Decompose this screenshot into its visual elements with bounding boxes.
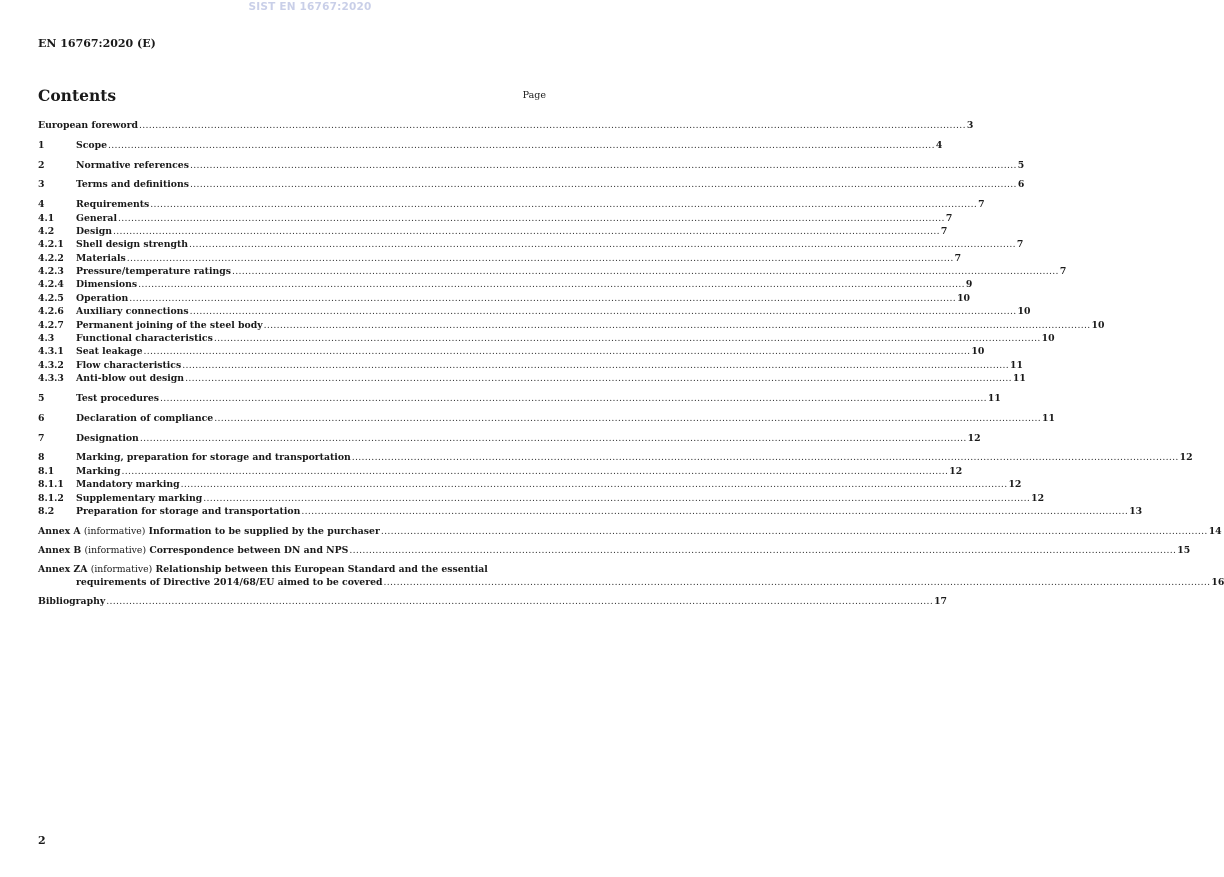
dot-leader: .............................................................................................................................................................................................................................................................. (182, 359, 1010, 371)
annex-prefix (38, 525, 380, 538)
dot-leader: .............................................................................................................................................................................................................................................................. (129, 292, 957, 304)
toc-entry-title: Marking (76, 465, 121, 477)
toc-page-number: 3 (966, 120, 974, 131)
toc-entry-title: Seat leakage (76, 346, 143, 358)
toc-page-number: 7 (1059, 266, 1067, 278)
toc-page-number: 7 (978, 199, 985, 211)
annex-title: Correspondence between DN and NPS (149, 545, 349, 557)
annex-entries (38, 525, 1222, 558)
toc-entry[interactable] (38, 505, 1143, 518)
toc-entry[interactable] (38, 332, 1055, 345)
annex-label: Annex B (38, 545, 82, 557)
dot-leader: .............................................................................................................................................................................................................................................................. (203, 492, 1031, 504)
dot-leader: .............................................................................................................................................................................................................................................................. (380, 525, 1208, 537)
table-of-contents (38, 119, 1224, 609)
toc-page-number: 13 (1129, 505, 1143, 517)
annex-prefix (38, 544, 348, 557)
toc-entry-number: 4.2.2 (38, 252, 64, 264)
toc-page-number: 12 (1031, 492, 1045, 504)
dot-leader: .............................................................................................................................................................................................................................................................. (139, 432, 967, 444)
toc-entry-title: Shell design strength (76, 239, 189, 251)
toc-entry-number: 4.2.5 (38, 292, 64, 304)
toc-entry-number: 3 (38, 179, 45, 191)
dot-leader: .............................................................................................................................................................................................................................................................. (189, 179, 1017, 191)
toc-page-number: 11 (1042, 412, 1055, 424)
toc-entry[interactable] (38, 478, 1022, 491)
toc-entry-number: 7 (38, 432, 45, 444)
toc-entry-title: Scope (76, 139, 107, 151)
toc-entry[interactable] (38, 198, 985, 211)
toc-entry-number: 4.3.2 (38, 359, 64, 371)
toc-entry[interactable] (38, 178, 1025, 191)
dot-leader: .............................................................................................................................................................................................................................................................. (349, 545, 1177, 557)
dot-leader: .............................................................................................................................................................................................................................................................. (121, 465, 949, 477)
toc-page-number: 7 (1016, 239, 1024, 251)
dot-leader: .............................................................................................................................................................................................................................................................. (231, 266, 1059, 278)
toc-entry-number: 8.1.2 (38, 492, 64, 504)
dot-leader: .............................................................................................................................................................................................................................................................. (214, 412, 1042, 424)
toc-entry-title: Flow characteristics (76, 359, 182, 371)
toc-entry-title: Requirements (76, 199, 150, 211)
toc-entry[interactable] (38, 278, 973, 291)
annex-label: Annex A (38, 525, 81, 537)
toc-page-number: 4 (935, 139, 943, 151)
toc-entry-title: Declaration of compliance (76, 412, 214, 424)
toc-entry-number: 4.2.6 (38, 306, 64, 318)
toc-entry-number: 8 (38, 452, 45, 464)
page-column-label: Page (522, 90, 546, 101)
toc-entry-title: Test procedures (76, 392, 160, 404)
toc-entry-title: Bibliography (38, 596, 106, 608)
toc-entry-annex[interactable] (38, 544, 1191, 557)
dot-leader: .............................................................................................................................................................................................................................................................. (106, 596, 934, 608)
toc-page-number: 16 (1211, 576, 1224, 588)
toc-page-number: 11 (1010, 359, 1023, 371)
annex-label: Annex ZA (38, 564, 88, 576)
toc-entry-title: Auxiliary connections (76, 306, 189, 318)
toc-entry-title: General (76, 212, 117, 224)
toc-page-number: 10 (957, 292, 971, 304)
dot-leader: .............................................................................................................................................................................................................................................................. (383, 576, 1211, 588)
dot-leader: .............................................................................................................................................................................................................................................................. (185, 373, 1012, 385)
dot-leader: .............................................................................................................................................................................................................................................................. (351, 452, 1179, 464)
toc-page-number: 7 (945, 212, 953, 224)
toc-entry-number: 6 (38, 412, 45, 424)
toc-entry[interactable] (38, 492, 1045, 505)
toc-page-number: 6 (1017, 179, 1025, 191)
toc-entry[interactable] (38, 305, 1031, 318)
toc-entry-title: Supplementary marking (76, 492, 203, 504)
toc-entry[interactable] (38, 412, 1055, 425)
dot-leader: .............................................................................................................................................................................................................................................................. (213, 333, 1041, 345)
toc-entry-annex[interactable] (38, 525, 1222, 538)
toc-entry-title: Dimensions (76, 279, 138, 291)
toc-page-number: 10 (1091, 319, 1105, 331)
toc-entry[interactable] (38, 451, 1193, 464)
dot-leader: .............................................................................................................................................................................................................................................................. (189, 159, 1017, 171)
toc-entry-number: 4.2.3 (38, 266, 64, 278)
toc-entry-bibliography[interactable] (38, 595, 948, 608)
toc-entry[interactable] (38, 345, 985, 358)
toc-entry-number: 4.2 (38, 225, 55, 237)
toc-page-number: 11 (987, 392, 1001, 404)
toc-page-number: 10 (1041, 333, 1055, 345)
toc-entry[interactable] (38, 265, 1067, 278)
toc-entry-title: European foreword (38, 120, 138, 131)
toc-entry-title: Design (76, 225, 113, 237)
toc-entry-number: 4.3.1 (38, 346, 64, 358)
dot-leader: .............................................................................................................................................................................................................................................................. (180, 479, 1008, 491)
document-id: EN 16767:2020 (E) (38, 37, 156, 50)
dot-leader: .............................................................................................................................................................................................................................................................. (126, 252, 954, 264)
toc-entries (38, 119, 1193, 518)
dot-leader: .............................................................................................................................................................................................................................................................. (189, 306, 1017, 318)
toc-entry-title: Materials (76, 252, 126, 264)
toc-entry-title: Mandatory marking (76, 479, 180, 491)
toc-page-number: 11 (1012, 373, 1026, 385)
dot-leader: .............................................................................................................................................................................................................................................................. (143, 346, 971, 358)
dot-leader: .............................................................................................................................................................................................................................................................. (138, 279, 965, 291)
toc-entry[interactable] (38, 139, 943, 152)
dot-leader: .............................................................................................................................................................................................................................................................. (263, 319, 1091, 331)
toc-entry-annex-za[interactable] (38, 564, 1224, 589)
annex-qualifier: (informative) (84, 545, 147, 557)
toc-entry-number: 8.1.1 (38, 479, 64, 491)
dot-leader: .............................................................................................................................................................................................................................................................. (189, 239, 1016, 251)
toc-page-number: 10 (971, 346, 985, 358)
toc-entry[interactable] (38, 252, 962, 265)
toc-entry-number: 4.1 (38, 212, 55, 224)
toc-entry-number: 5 (38, 392, 45, 404)
toc-entry[interactable] (38, 392, 1001, 405)
toc-page-number: 12 (1008, 479, 1022, 491)
toc-entry-number: 8.2 (38, 505, 55, 517)
toc-entry[interactable] (38, 432, 981, 445)
toc-entry[interactable] (38, 372, 1026, 385)
toc-page-number: 14 (1208, 525, 1222, 537)
toc-page-number: 15 (1177, 545, 1191, 557)
toc-entry-number: 2 (38, 159, 45, 171)
dot-leader: .............................................................................................................................................................................................................................................................. (301, 505, 1129, 517)
toc-entry-title: Functional characteristics (76, 333, 213, 345)
toc-entry-number: 4.2.4 (38, 279, 64, 291)
toc-entry-title: Marking, preparation for storage and transportation (76, 452, 351, 464)
toc-page-number: 17 (934, 596, 948, 608)
toc-entry[interactable] (38, 319, 1105, 332)
toc-entry-number: 4.2.7 (38, 319, 64, 331)
dot-leader: .............................................................................................................................................................................................................................................................. (108, 139, 935, 151)
toc-entry[interactable] (38, 238, 1024, 251)
toc-entry-title: Anti-blow out design (76, 373, 185, 385)
toc-entry-title: Normative references (76, 159, 189, 171)
toc-entry-title: Preparation for storage and transportation (76, 505, 301, 517)
toc-entry[interactable] (38, 159, 1025, 172)
toc-entry[interactable] (38, 212, 953, 225)
toc-entry-number: 4 (38, 199, 45, 211)
toc-entry-number: 8.1 (38, 465, 55, 477)
toc-page-number: 12 (949, 465, 963, 477)
toc-entry-title: Pressure/temperature ratings (76, 266, 231, 278)
toc-entry-title: Permanent joining of the steel body (76, 319, 263, 331)
toc-entry-number: 4.3 (38, 333, 55, 345)
page-number: 2 (38, 834, 46, 847)
annex-title: Information to be supplied by the purchaser (148, 525, 380, 537)
toc-entry-title: Operation (76, 292, 129, 304)
annex-qualifier: (informative) (83, 525, 146, 537)
dot-leader: .............................................................................................................................................................................................................................................................. (150, 199, 978, 211)
dot-leader: .............................................................................................................................................................................................................................................................. (117, 212, 945, 224)
toc-page-number: 7 (940, 225, 948, 237)
watermark: SIST EN 16767:2020 (248, 1, 372, 13)
toc-entry-title: Designation (76, 432, 139, 444)
toc-entry-number: 4.2.1 (38, 239, 64, 251)
toc-entry[interactable] (38, 225, 948, 238)
toc-page-number: 12 (1179, 452, 1193, 464)
annex-title-line2: requirements of Directive 2014/68/EU aimed to be covered (76, 576, 383, 588)
toc-entry-number: 4.3.3 (38, 373, 64, 385)
annex-title-line1: Relationship between this European Standard and the essential (155, 564, 488, 576)
toc-page-number: 7 (954, 252, 962, 264)
toc-entry[interactable] (38, 292, 971, 305)
toc-page-number: 5 (1017, 159, 1025, 171)
toc-entry[interactable] (38, 359, 1023, 372)
toc-entry[interactable] (38, 465, 963, 478)
dot-leader: .............................................................................................................................................................................................................................................................. (113, 225, 940, 237)
toc-entry[interactable] (38, 119, 974, 132)
toc-entry-title: Terms and definitions (76, 179, 189, 191)
contents-title: Contents (38, 86, 117, 105)
annex-qualifier: (informative) (90, 564, 153, 576)
toc-entry-number: 1 (38, 139, 45, 151)
toc-page-number: 10 (1017, 306, 1031, 318)
toc-page-number: 9 (965, 279, 973, 291)
toc-page-number: 12 (967, 432, 981, 444)
dot-leader: .............................................................................................................................................................................................................................................................. (160, 392, 987, 404)
dot-leader: .............................................................................................................................................................................................................................................................. (139, 120, 966, 131)
